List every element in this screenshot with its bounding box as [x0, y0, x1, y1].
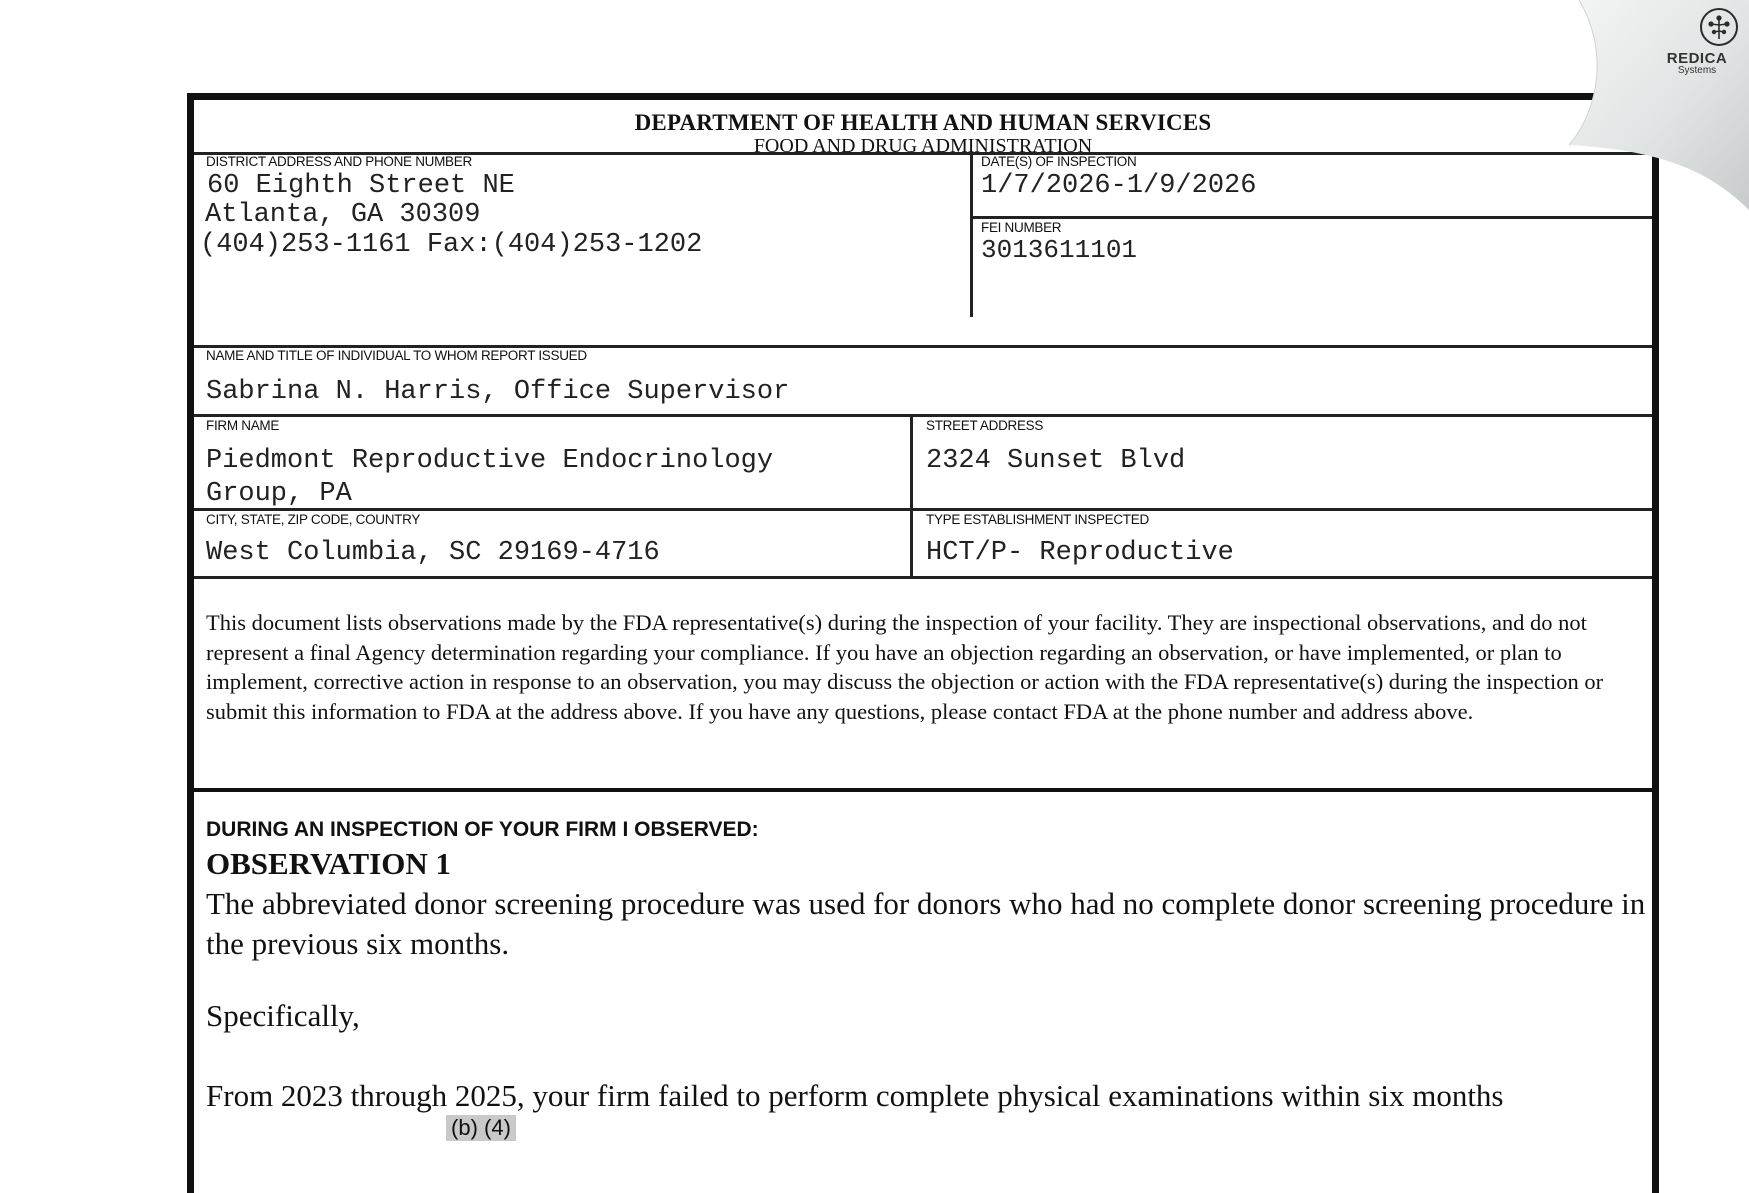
district-phone: (404)253-1161 Fax:(404)253-1202 — [200, 230, 703, 260]
form-header — [194, 100, 1652, 155]
name-label: NAME AND TITLE OF INDIVIDUAL TO WHOM REPORT ISSUED — [206, 348, 587, 363]
agency-title: FOOD AND DRUG ADMINISTRATION — [753, 135, 1093, 157]
city-value: West Columbia, SC 29169-4716 — [206, 538, 660, 568]
divider — [971, 216, 1652, 219]
divider — [970, 152, 973, 317]
specifically-text: Specifically, — [206, 998, 360, 1033]
redaction-mark: (b) (4) — [446, 1115, 516, 1141]
name-value: Sabrina N. Harris, Office Supervisor — [206, 377, 790, 407]
observation-detail: From 2023 through 2025, your firm failed to perform complete physical examinations within six months — [206, 1078, 1504, 1113]
logo-sub: Systems — [1677, 65, 1717, 76]
dates-label: DATE(S) OF INSPECTION — [981, 154, 1137, 169]
observation-title: OBSERVATION 1 — [206, 846, 451, 881]
department-title: DEPARTMENT OF HEALTH AND HUMAN SERVICES — [634, 110, 1212, 135]
divider — [194, 414, 1652, 417]
divider — [910, 414, 913, 577]
street-label: STREET ADDRESS — [926, 418, 1044, 433]
firm-name-line2: Group, PA — [206, 479, 352, 509]
observations-intro: DURING AN INSPECTION OF YOUR FIRM I OBSERVED: — [206, 818, 759, 841]
district-address-line2: Atlanta, GA 30309 — [205, 200, 481, 230]
page-curl-corner — [1539, 0, 1749, 210]
divider — [194, 788, 1652, 792]
dates-value: 1/7/2026-1/9/2026 — [981, 171, 1257, 201]
redica-logo — [1657, 50, 1737, 76]
city-label: CITY, STATE, ZIP CODE, COUNTRY — [206, 512, 421, 527]
logo-name: REDICA — [1666, 50, 1728, 67]
firm-name-line1: Piedmont Reproductive Endocrinology — [206, 446, 774, 476]
district-address-line1: 60 Eighth Street NE — [207, 171, 515, 201]
divider — [194, 576, 1652, 579]
fei-value: 3013611101 — [981, 235, 1138, 265]
type-value: HCT/P- Reproductive — [926, 538, 1234, 568]
type-label: TYPE ESTABLISHMENT INSPECTED — [926, 512, 1149, 527]
street-value: 2324 Sunset Blvd — [926, 446, 1186, 476]
fei-label: FEI NUMBER — [981, 220, 1062, 235]
district-label: DISTRICT ADDRESS AND PHONE NUMBER — [206, 154, 472, 169]
divider — [194, 508, 1652, 511]
observation-text: The abbreviated donor screening procedure was used for donors who had no complete donor screening procedure in the previous six months. — [206, 886, 1646, 961]
firm-label: FIRM NAME — [206, 418, 280, 433]
disclaimer-text: This document lists observations made by the FDA representative(s) during the inspection of your facility. They are inspectional observations, and do not represent a final Agency determination regarding your compliance. If you have an objection regarding an observation, or have implemented, or plan to implement, corrective action in response to an observation, you may discuss the objection or action with the FDA representative(s) during the inspection or submit this information to FDA at the address above. If you have any questions, please contact FDA at the phone number and address above. — [206, 610, 1604, 724]
fda-483-form — [187, 93, 1659, 1193]
